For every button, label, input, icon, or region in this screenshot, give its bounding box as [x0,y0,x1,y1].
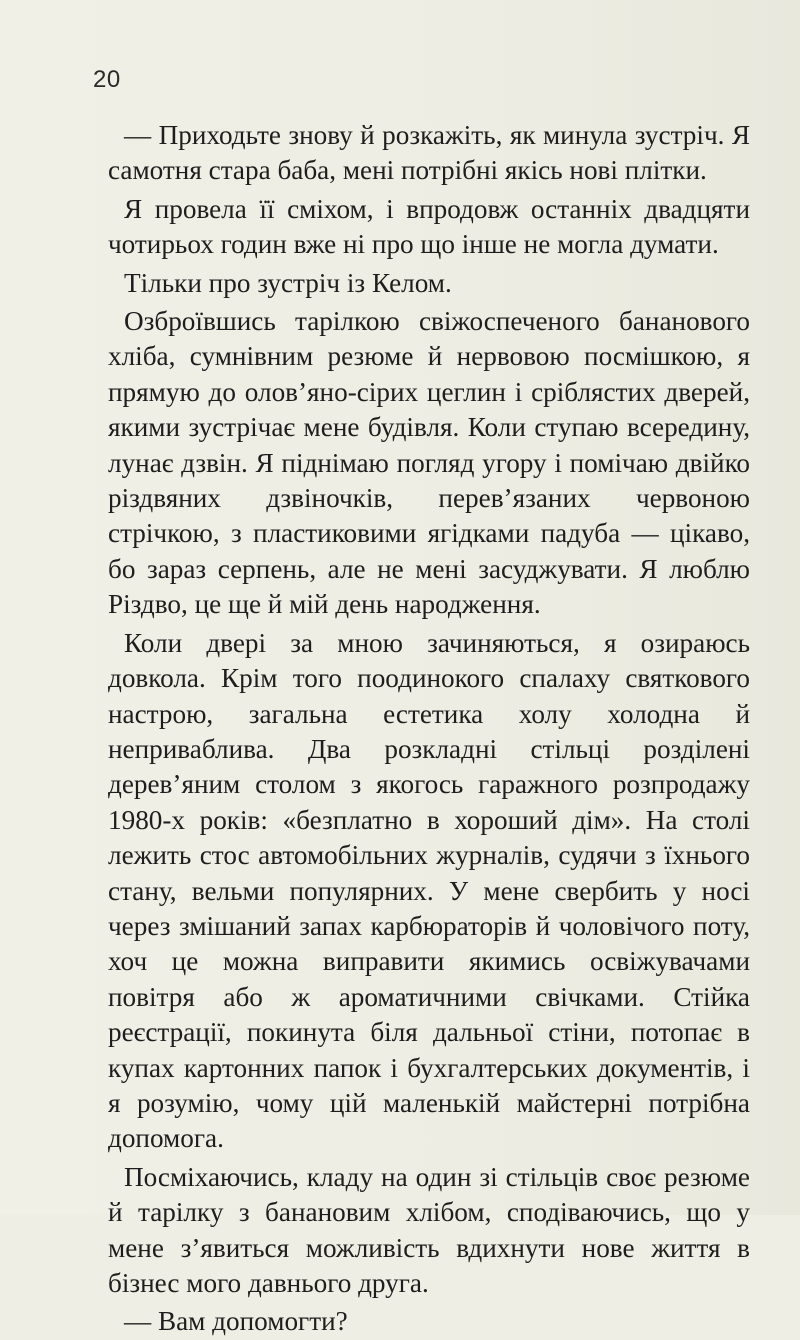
paragraph-4: Озброївшись тарілкою свіжоспеченого бананового хліба, сумнівним резюме й нервовою посмішкою, я прямую до олов’яно-сірих цеглин і сріблястих дверей, якими зустрічає мене будівля. Коли ступаю всередину, лунає дзвін. Я піднімаю погляд угору і помічаю двійко різдвяних дзвіночків, перев’язаних червоною стрічкою, з пластиковими ягідками падуба — цікаво, бо зараз серпень, але не мені засуджувати. Я люблю Різдво, це ще й мій день народження. [108,306,750,620]
paragraph-2: Я провела її сміхом, і впродовж останніх двадцяти чотирьох годин вже ні про що інше не могла думати. [108,193,750,260]
paragraph-1: — Приходьте знову й розкажіть, як минула зустріч. Я самотня стара баба, мені потрібні якісь нові плітки. [108,120,750,186]
paragraph-7: — Вам допомогти? [124,1306,348,1337]
paragraph-3: Тільки про зустріч із Келом. [124,267,452,298]
body-text [108,118,750,1340]
page-number: 20 [93,66,121,93]
paragraph-6: Посміхаючись, кладу на один зі стільців своє резюме й тарілку з банановим хлібом, сподіваючись, що у мене з’явиться можливість вдихнути нове життя в бізнес мого давнього друга. [108,1161,750,1298]
paragraph-5: Коли двері за мною зачиняються, я озираюсь довкола. Крім того поодинокого спалаху святкового настрою, загальна естетика холу холодна й неприваблива. Два розкладні стільці розділені дерев’яним столом з якогось гаражного розпродажу 1980-х років: «безплатно в хороший дім». На столі лежить стос автомобільних журналів, судячи з їхнього стану, вельми популярних. У мене свербить у носі через змішаний запах карбюраторів й чоловічого поту, хоч це можна виправити якимись освіжувачами повітря або ж ароматичними свічками. Стійка реєстрації, покинута біля дальньої стіни, потопає в купах картонних папок і бухгалтерських документів, і я розумію, чому цій маленькій майстерні потрібна допомога. [108,627,750,1154]
